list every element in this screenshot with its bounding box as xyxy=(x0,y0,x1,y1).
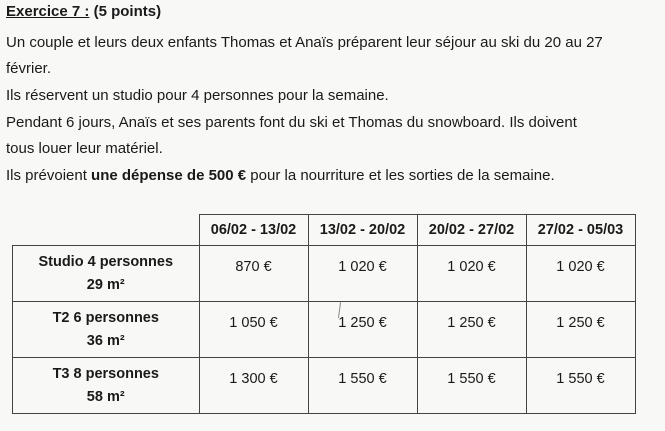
price-cell: 1 050 € xyxy=(199,302,308,358)
price-cell: 1 300 € xyxy=(199,358,308,414)
accommodation-name: T3 8 personnes xyxy=(52,365,159,382)
price-cell: 1 020 € xyxy=(417,246,526,302)
price-cell: 1 550 € xyxy=(526,358,635,414)
period-header: 20/02 - 27/02 xyxy=(417,215,526,246)
exercise-heading xyxy=(6,2,161,22)
exercise-points: (5 points) xyxy=(93,3,162,20)
table-row xyxy=(13,358,636,414)
statement-line-3: Ils réservent un studio pour 4 personnes pour la semaine. xyxy=(6,87,389,104)
budget-text-post: pour la nourriture et les sorties de la semaine. xyxy=(246,167,555,184)
accommodation-type-cell xyxy=(13,358,200,414)
price-cell: 1 020 € xyxy=(526,246,635,302)
price-table-header-row xyxy=(13,215,636,246)
price-cell: 1 550 € xyxy=(417,358,526,414)
accommodation-area: 58 m² xyxy=(86,388,125,405)
statement-line-1: Un couple et leurs deux enfants Thomas et Anaïs préparent leur séjour au ski du 20 au 27 xyxy=(6,34,603,51)
table-row xyxy=(13,302,636,358)
accommodation-type-cell xyxy=(13,302,200,358)
accommodation-name: T2 6 personnes xyxy=(52,309,159,326)
accommodation-area: 29 m² xyxy=(86,276,125,293)
price-cell: 1 020 € xyxy=(308,246,417,302)
period-header: 06/02 - 13/02 xyxy=(199,215,308,246)
statement-line-4: Pendant 6 jours, Anaïs et ses parents font du ski et Thomas du snowboard. Ils doivent xyxy=(6,114,577,131)
period-header: 27/02 - 05/03 xyxy=(526,215,635,246)
accommodation-type-cell xyxy=(13,246,200,302)
statement-line-2: février. xyxy=(6,60,52,77)
price-table xyxy=(12,214,636,414)
statement-line-5: tous louer leur matériel. xyxy=(6,140,163,157)
period-header: 13/02 - 20/02 xyxy=(308,215,417,246)
price-cell: 1 550 € xyxy=(308,358,417,414)
price-cell: 1 250 € xyxy=(308,302,417,358)
table-row xyxy=(13,246,636,302)
budget-amount: une dépense de 500 € xyxy=(91,167,247,184)
accommodation-name: Studio 4 personnes xyxy=(38,253,174,270)
budget-text-pre: Ils prévoient xyxy=(6,167,92,184)
price-cell: 1 250 € xyxy=(526,302,635,358)
statement-line-6 xyxy=(6,166,555,186)
exercise-title: Exercice 7 : xyxy=(6,3,90,20)
price-cell: 1 250 € xyxy=(417,302,526,358)
header-empty-cell xyxy=(13,215,200,246)
accommodation-area: 36 m² xyxy=(86,332,125,349)
price-cell: 870 € xyxy=(199,246,308,302)
